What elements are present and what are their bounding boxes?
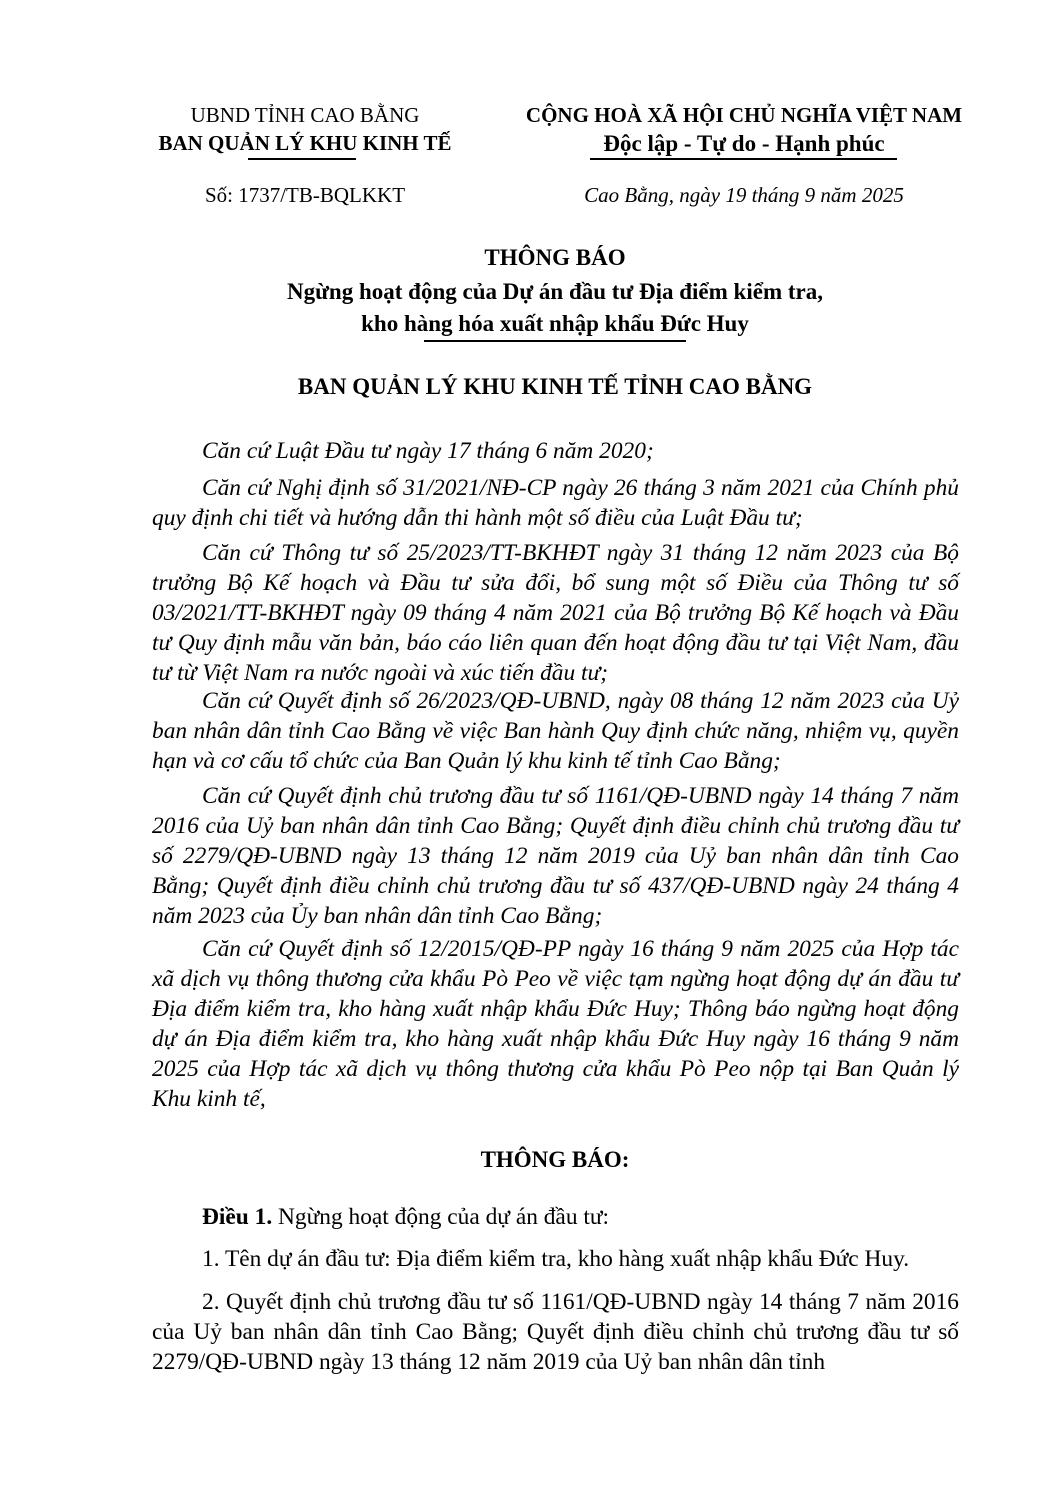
subject-underline bbox=[424, 340, 686, 342]
basis-paragraph-4: Căn cứ Quyết định số 26/2023/QĐ-UBND, ngày 08 tháng 12 năm 2023 của Uỷ ban nhân dân tỉnh Cao Bằng về việc Ban hành Quy định chức năng, nhiệm vụ, quyền hạn và cơ cấu tổ chức của Ban Quản lý khu kinh tế tỉnh Cao Bằng; bbox=[152, 688, 959, 774]
basis-paragraph-6: Căn cứ Quyết định số 12/2015/QĐ-PP ngày 16 tháng 9 năm 2025 của Hợp tác xã dịch vụ thông thương cửa khẩu Pò Peo về việc tạm ngừng hoạt động dự án đầu tư Địa điểm kiểm tra, kho hàng xuất nhập khẩu Đức Huy; Thông báo ngừng hoạt động dự án Địa điểm kiểm tra, kho hàng xuất nhập khẩu Đức Huy ngày 16 tháng 9 năm 2025 của Hợp tác xã dịch vụ thông thương cửa khẩu Pò Peo nộp tại Ban Quản lý Khu kinh tế, bbox=[152, 936, 959, 1112]
article-1 bbox=[152, 1202, 959, 1232]
national-motto: Độc lập - Tự do - Hạnh phúc bbox=[603, 131, 885, 156]
basis-paragraph-5: Căn cứ Quyết định chủ trương đầu tư số 1161/QĐ-UBND ngày 14 tháng 7 năm 2016 của Uỷ ban nhân dân tỉnh Cao Bằng; Quyết định điều chỉnh chủ trương đầu tư số 2279/QĐ-UBND ngày 13 tháng 12 năm 2019 của Uỷ ban nhân dân tỉnh Cao Bằng; Quyết định điều chỉnh chủ trương đầu tư số 437/QĐ-UBND ngày 24 tháng 4 năm 2023 của Ủy ban nhân dân tỉnh Cao Bằng; bbox=[152, 783, 959, 929]
agency-name: BAN QUẢN LÝ KHU KINH TẾ bbox=[158, 131, 452, 155]
document-type: THÔNG BÁO bbox=[484, 245, 626, 270]
issuing-authority: BAN QUẢN LÝ KHU KINH TẾ TỈNH CAO BẰNG bbox=[297, 374, 813, 399]
motto-underline bbox=[590, 158, 897, 160]
document-subject-line2: kho hàng hóa xuất nhập khẩu Đức Huy bbox=[361, 311, 749, 336]
article-1-text: Ngừng hoạt động của dự án đầu tư: bbox=[272, 1204, 610, 1230]
article-1-item-2: 2. Quyết định chủ trương đầu tư số 1161/QĐ-UBND ngày 14 tháng 7 năm 2016 của Uỷ ban nhân dân tỉnh Cao Bằng; Quyết định điều chỉnh chủ trương đầu tư số 2279/QĐ-UBND ngày 13 tháng 12 năm 2019 của Uỷ ban nhân dân tỉnh bbox=[152, 1289, 959, 1375]
agency-parent: UBND TỈNH CAO BẰNG bbox=[190, 103, 420, 127]
announcement-heading: THÔNG BÁO: bbox=[480, 1147, 630, 1172]
article-1-label: Điều 1. bbox=[202, 1204, 273, 1230]
basis-paragraph-2: Căn cứ Nghị định số 31/2021/NĐ-CP ngày 26 tháng 3 năm 2021 của Chính phủ quy định chi tiết và hướng dẫn thi hành một số điều của Luật Đầu tư; bbox=[152, 475, 959, 531]
agency-underline bbox=[248, 158, 356, 160]
national-title: CỘNG HOÀ XÃ HỘI CHỦ NGHĨA VIỆT NAM bbox=[525, 103, 963, 127]
basis-paragraph-1: Căn cứ Luật Đầu tư ngày 17 tháng 6 năm 2020; bbox=[202, 438, 654, 464]
document-number: Số: 1737/TB-BQLKKT bbox=[204, 183, 406, 207]
document-subject-line1: Ngừng hoạt động của Dự án đầu tư Địa điểm kiểm tra, bbox=[287, 279, 823, 304]
article-1-item-1: 1. Tên dự án đầu tư: Địa điểm kiểm tra, kho hàng xuất nhập khẩu Đức Huy. bbox=[202, 1246, 910, 1272]
basis-paragraph-3: Căn cứ Thông tư số 25/2023/TT-BKHĐT ngày 31 tháng 12 năm 2023 của Bộ trưởng Bộ Kế hoạch và Đầu tư sửa đổi, bổ sung một số Điều của Thông tư số 03/2021/TT-BKHĐT ngày 09 tháng 4 năm 2021 của Bộ trưởng Bộ Kế hoạch và Đầu tư Quy định mẫu văn bản, báo cáo liên quan đến hoạt động đầu tư tại Việt Nam, đầu tư từ Việt Nam ra nước ngoài và xúc tiến đầu tư; bbox=[152, 540, 959, 686]
place-date: Cao Bằng, ngày 19 tháng 9 năm 2025 bbox=[584, 183, 904, 207]
